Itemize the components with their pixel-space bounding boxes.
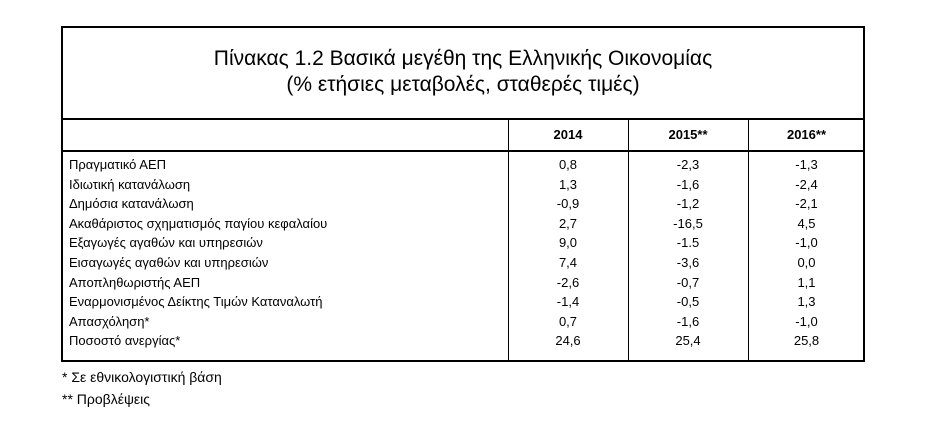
footnote-forecasts: ** Προβλέψεις: [62, 391, 151, 407]
row-label: Ακαθάριστος σχηματισμός παγίου κεφαλαίου: [69, 215, 328, 231]
table-row: [63, 253, 863, 272]
row-value-2016: -1,0: [795, 313, 818, 329]
row-value-2014: 0,8: [558, 157, 578, 172]
row-value-2015: 25,4: [675, 333, 701, 349]
table-row: [63, 331, 863, 350]
row-value-2014: 1,3: [558, 176, 578, 192]
row-value-2016: 0,0: [797, 255, 816, 270]
row-label: Απασχόληση*: [69, 313, 150, 329]
table-row: [63, 194, 863, 213]
row-value-2015: -0,5: [676, 294, 700, 310]
row-value-2015: -1,6: [676, 313, 700, 329]
table-frame: [61, 26, 865, 362]
column-header-2016: 2016**: [786, 127, 827, 142]
table-row: [63, 233, 863, 252]
row-value-2016: 4,5: [797, 215, 816, 231]
footnote-national-accounts: * Σε εθνικολογιστική βάση: [62, 369, 222, 385]
row-label: Πραγματικό ΑΕΠ: [69, 157, 167, 172]
row-value-2015: -1.5: [676, 235, 700, 251]
table-title-line-1: Πίνακας 1.2 Βασικά μεγέθη της Ελληνικής Οικονομίας: [213, 47, 713, 70]
row-value-2016: 25,8: [793, 333, 820, 349]
row-label: Αποπληθωριστής ΑΕΠ: [69, 274, 201, 290]
row-value-2014: -1,4: [556, 294, 580, 310]
table-row: [63, 292, 863, 311]
column-header-2014: 2014: [553, 127, 583, 142]
row-label: Ιδιωτική κατανάλωση: [69, 176, 191, 192]
row-value-2016: -1,0: [795, 235, 818, 251]
row-label: Εξαγωγές αγαθών και υπηρεσιών: [69, 235, 263, 251]
row-label: Εναρμονισμένος Δείκτης Τιμών Καταναλωτή: [69, 294, 323, 310]
row-label: Εισαγωγές αγαθών και υπηρεσιών: [69, 255, 269, 270]
row-value-2014: 0,7: [558, 313, 578, 329]
row-value-2015: -3,6: [676, 255, 700, 270]
row-value-2014: -2,6: [556, 274, 580, 290]
table-row: [63, 214, 863, 233]
table-row: [63, 155, 863, 174]
row-value-2016: -1,3: [795, 157, 818, 172]
table-header-row: [63, 120, 863, 152]
column-header-2015: 2015**: [668, 127, 708, 142]
row-value-2015: -1,2: [676, 196, 700, 212]
row-value-2015: -1,6: [676, 176, 700, 192]
row-value-2014: 24,6: [555, 333, 581, 349]
table-row: [63, 312, 863, 331]
row-value-2016: 1,3: [797, 294, 816, 310]
row-value-2014: 2,7: [558, 215, 578, 231]
row-value-2016: -2,1: [795, 196, 818, 212]
row-value-2015: -0,7: [676, 274, 700, 290]
row-value-2014: 7,4: [558, 255, 578, 270]
row-value-2015: -2,3: [676, 157, 700, 172]
table-row: [63, 273, 863, 292]
row-value-2015: -16,5: [673, 215, 703, 231]
row-value-2016: -2,4: [795, 176, 818, 192]
row-label: Ποσοστό ανεργίας*: [69, 333, 181, 349]
row-value-2014: -0,9: [556, 196, 580, 212]
row-label: Δημόσια κατανάλωση: [69, 196, 194, 212]
table-title: [63, 28, 863, 120]
table-title-line-2: (% ετήσιες μεταβολές, σταθερές τιμές): [286, 73, 640, 96]
row-value-2016: 1,1: [797, 274, 816, 290]
row-value-2014: 9,0: [558, 235, 578, 251]
table-row: [63, 175, 863, 194]
